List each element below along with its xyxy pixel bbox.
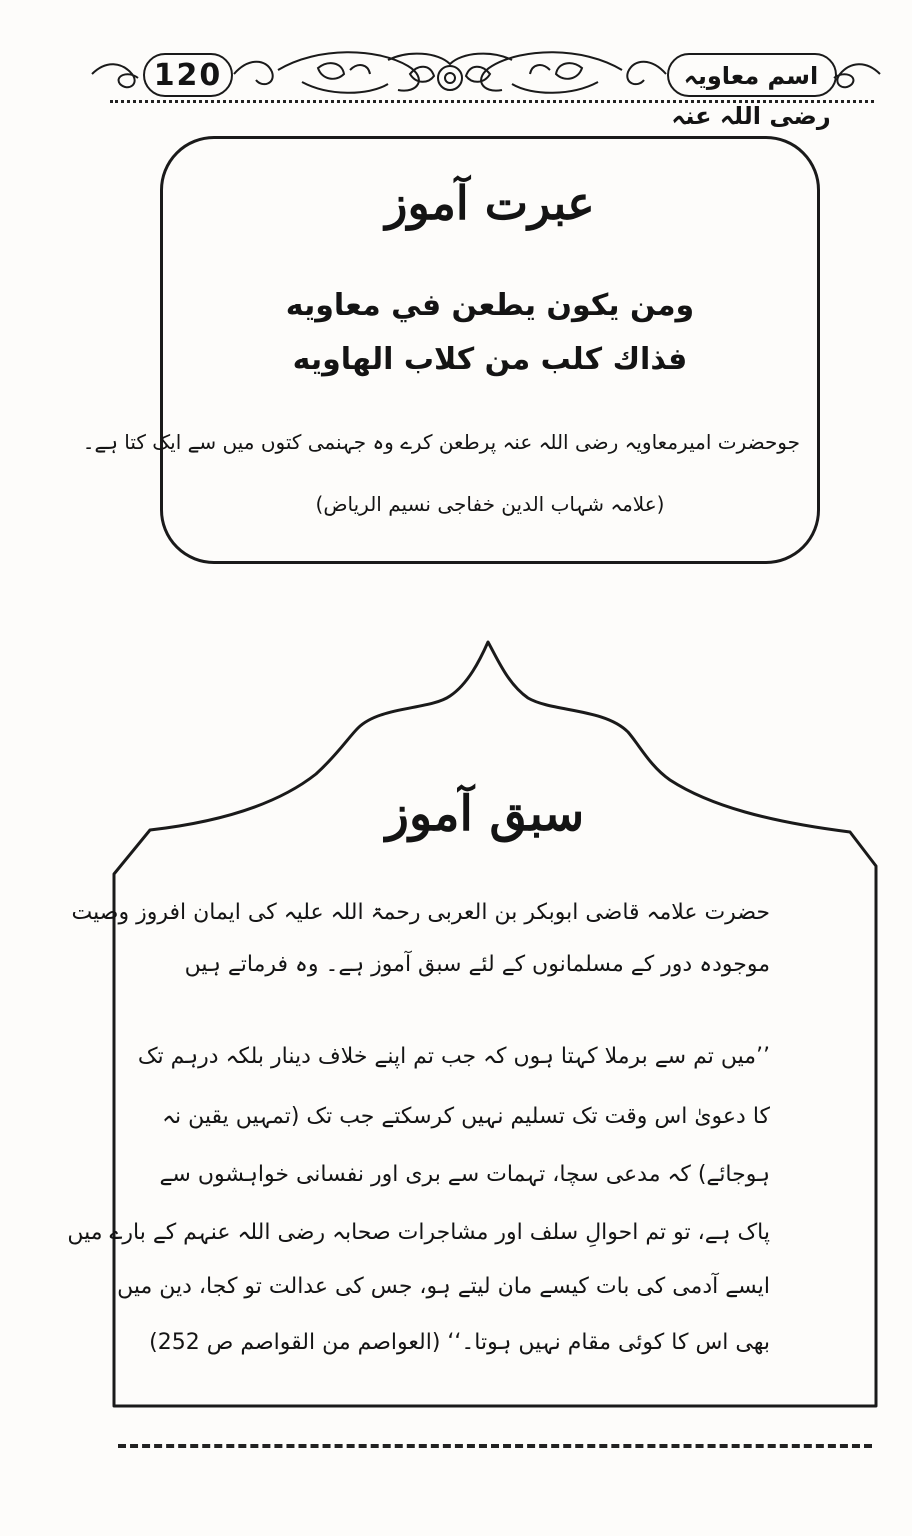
book-title: اسم معاویہ رضی اللہ عنہ: [671, 62, 831, 130]
quote-line-1: ’’میں تم سے برملا کہتا ہوں کہ جب تم اپنے خلاف دینار بلکہ درہم تک: [137, 1044, 770, 1069]
quote-line-6: بھی اس کا کوئی مقام نہیں ہوتا۔‘‘ (العواصم من القواصم ص 252): [149, 1330, 770, 1355]
quote-line-5: ایسے آدمی کی بات کیسے مان لیتے ہو، جس کی عدالت تو کجا، دین میں: [117, 1274, 770, 1299]
arabic-verse-line-2: فذاك كلب من كلاب الهاويه: [292, 342, 688, 377]
intro-line-1: حضرت علامہ قاضی ابوبکر بن العربی رحمۃ اللہ علیہ کی ایمان افروز وصیت: [71, 900, 770, 925]
quote-line-4: پاک ہے، تو تم احوالِ سلف اور مشاجرات صحابہ رضی اللہ عنہم کے بارے میں: [67, 1220, 770, 1245]
ibrat-amoz-heading: عبرت آموز: [385, 176, 595, 230]
page-number: 120: [153, 58, 223, 93]
header-dotted-rule: [110, 100, 874, 103]
quote-line-2: کا دعویٰ اس وقت تک تسلیم نہیں کرسکتے جب تک (تمہیں یقین نہ: [162, 1104, 770, 1129]
verse-translation: جوحضرت امیرمعاویہ رضی اللہ عنہ پرطعن کرے وہ جہنمی کتوں میں سے ایک کتا ہے۔: [82, 430, 800, 454]
arabic-verse-line-1: ومن يكون يطعن في معاويه: [285, 288, 695, 323]
verse-reference: (علامہ شہاب الدین خفاجی نسیم الریاض): [315, 492, 665, 516]
sabaq-amoz-heading: سبق آموز: [385, 786, 585, 842]
intro-line-2: موجودہ دور کے مسلمانوں کے لئے سبق آموز ہے۔ وہ فرماتے ہیں: [184, 952, 770, 977]
quote-line-3: ہوجائے) کہ مدعی سچا، تہمات سے بری اور نفسانی خواہشوں سے: [159, 1162, 770, 1187]
footer-dashed-rule: [118, 1444, 872, 1448]
